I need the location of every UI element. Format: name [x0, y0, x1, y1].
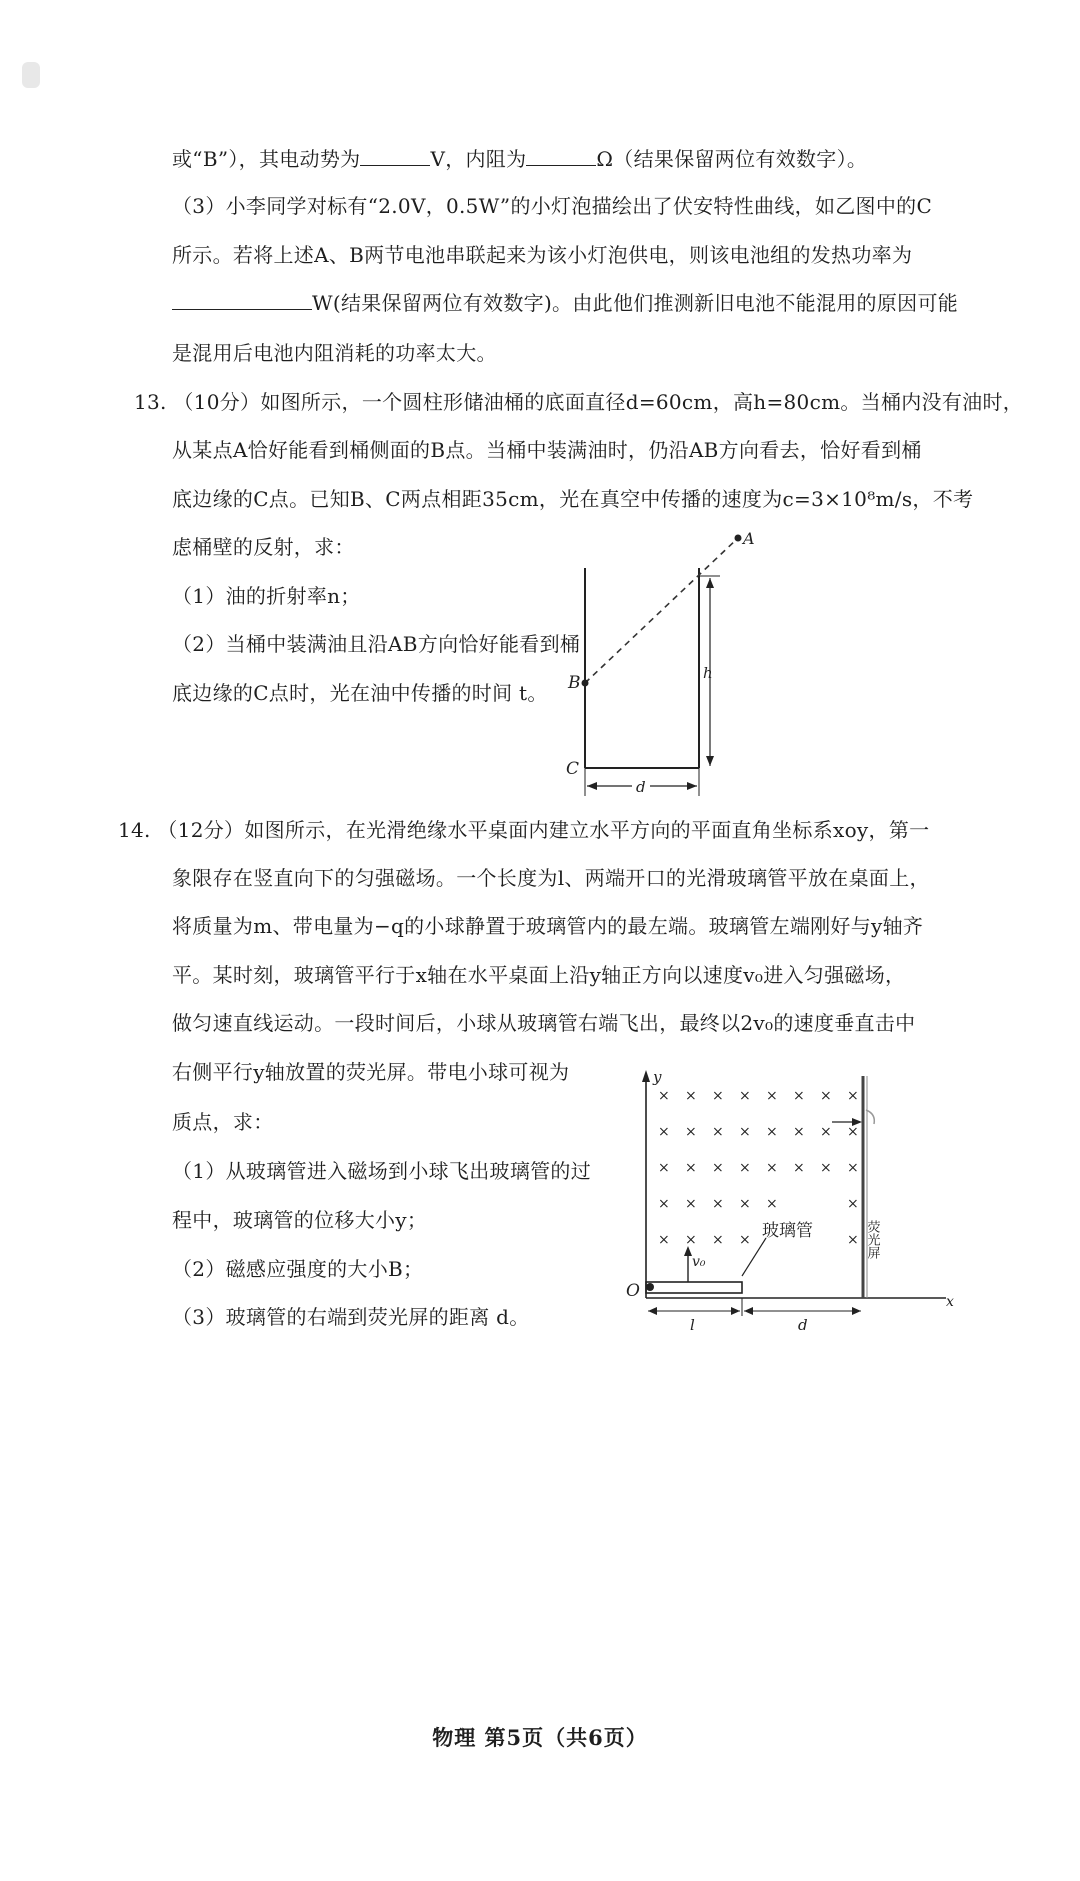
d-arrow-left — [587, 782, 597, 790]
q13-line-3: 底边缘的C点。已知B、C两点相距35cm，光在真空中传播的速度为c=3×10⁸m/s，不考 — [172, 487, 974, 511]
y-axis-arrow — [642, 1070, 650, 1082]
field-cross: × — [712, 1088, 724, 1104]
q14-sub-2: （2）磁感应强度的大小B； — [172, 1257, 424, 1281]
field-cross: × — [793, 1160, 805, 1176]
q14-sub-1b: 程中，玻璃管的位移大小y； — [172, 1208, 428, 1232]
q14-sub-3: （3）玻璃管的右端到荧光屏的距离 d。 — [172, 1305, 530, 1329]
q12-line-1 — [172, 146, 867, 172]
field-cross: × — [712, 1232, 724, 1248]
q12-l1-b: V，内阻为 — [430, 147, 527, 171]
q14-sub-1a: （1）从玻璃管进入磁场到小球飞出玻璃管的过 — [172, 1159, 592, 1183]
q13-line-2: 从某点A恰好能看到桶侧面的B点。当桶中装满油时，仍沿AB方向看去，恰好看到桶 — [172, 438, 922, 462]
q12-l4-b: W(结果保留两位有效数字)。由此他们推测新旧电池不能混用的原因可能 — [312, 291, 959, 315]
q14-line-2: 象限存在竖直向下的匀强磁场。一个长度为l、两端开口的光滑玻璃管平放在桌面上， — [172, 866, 930, 890]
magnetic-field-figure — [620, 1060, 960, 1340]
field-cross: × — [739, 1196, 751, 1212]
q12-line-5: 是混用后电池内阻消耗的功率太大。 — [172, 341, 497, 365]
label-d: d — [636, 778, 646, 796]
field-cross: × — [685, 1232, 697, 1248]
label-glass-tube: 玻璃管 — [762, 1221, 813, 1241]
field-cross: × — [766, 1088, 778, 1104]
q14-line-4: 平。某时刻，玻璃管平行于x轴在水平桌面上沿y轴正方向以速度v₀进入匀强磁场， — [172, 963, 906, 987]
d2-arrow-left — [744, 1307, 753, 1315]
label-x-axis: x — [946, 1294, 954, 1310]
power-answer-blank — [172, 291, 312, 310]
field-cross: × — [766, 1124, 778, 1140]
field-cross: × — [820, 1088, 832, 1104]
emf-answer-blank — [360, 147, 430, 166]
glass-tube — [646, 1282, 742, 1293]
scan-smudge — [22, 62, 40, 88]
d-arrow-right — [687, 782, 697, 790]
field-cross: × — [685, 1088, 697, 1104]
field-cross: × — [712, 1160, 724, 1176]
field-cross: × — [820, 1160, 832, 1176]
q13-line-1: 13. （10分）如图所示，一个圆柱形储油桶的底面直径d=60cm，高h=80cm。当桶内没有油时， — [134, 390, 1024, 414]
h-arrow-bottom — [706, 756, 714, 766]
resistance-answer-blank — [526, 147, 596, 166]
q12-line-3: 所示。若将上述A、B两节电池串联起来为该小灯泡供电，则该电池组的发热功率为 — [172, 243, 913, 267]
l-arrow-right — [731, 1307, 740, 1315]
field-cross: × — [847, 1124, 859, 1140]
label-d2: d — [798, 1316, 808, 1334]
oil-barrel-figure — [560, 520, 790, 820]
field-cross: × — [658, 1232, 670, 1248]
label-C: C — [566, 759, 580, 779]
field-cross: × — [847, 1196, 859, 1212]
q12-l1-a: 或“B”），其电动势为 — [172, 147, 361, 171]
label-l: l — [690, 1316, 695, 1334]
q13-sub-2b: 底边缘的C点时，光在油中传播的时间 t。 — [172, 681, 548, 705]
field-cross: × — [712, 1196, 724, 1212]
q14-line-5: 做匀速直线运动。一段时间后，小球从玻璃管右端飞出，最终以2v₀的速度垂直击中 — [172, 1011, 916, 1035]
q14-line-1: 14. （12分）如图所示，在光滑绝缘水平桌面内建立水平方向的平面直角坐标系xoy，第一 — [118, 818, 930, 842]
field-cross: × — [739, 1088, 751, 1104]
field-cross: × — [712, 1124, 724, 1140]
q12-l1-c: Ω（结果保留两位有效数字）。 — [596, 147, 868, 171]
label-y-axis: y — [653, 1068, 662, 1086]
field-cross: × — [847, 1232, 859, 1248]
field-cross: × — [766, 1160, 778, 1176]
field-cross: × — [793, 1124, 805, 1140]
q13-line-4: 虑桶壁的反射，求： — [172, 535, 355, 559]
point-B-dot — [582, 680, 589, 687]
q13-sub-1: （1）油的折射率n； — [172, 584, 361, 608]
sight-line-AB — [585, 538, 738, 683]
label-origin: O — [626, 1281, 640, 1301]
field-cross-group — [658, 1088, 859, 1248]
h-arrow-top — [706, 578, 714, 588]
field-cross: × — [820, 1124, 832, 1140]
field-cross: × — [658, 1124, 670, 1140]
q13-sub-2a: （2）当桶中装满油且沿AB方向恰好能看到桶 — [172, 632, 581, 656]
field-cross: × — [658, 1088, 670, 1104]
q12-line-2: （3）小李同学对标有“2.0V，0.5W”的小灯泡描绘出了伏安特性曲线，如乙图中的C — [172, 194, 933, 218]
charged-ball — [646, 1283, 654, 1291]
q14-line-7: 质点，求： — [172, 1110, 274, 1134]
q14-line-6: 右侧平行y轴放置的荧光屏。带电小球可视为 — [172, 1060, 570, 1084]
field-cross: × — [658, 1160, 670, 1176]
page-footer: 物理 第5页（共6页） — [432, 1725, 648, 1750]
q12-line-4 — [172, 290, 958, 316]
field-cross: × — [739, 1124, 751, 1140]
field-cross: × — [685, 1160, 697, 1176]
field-cross: × — [685, 1124, 697, 1140]
field-cross: × — [739, 1232, 751, 1248]
field-cross: × — [847, 1160, 859, 1176]
field-cross: × — [739, 1160, 751, 1176]
q14-line-3: 将质量为m、带电量为−q的小球静置于玻璃管内的最左端。玻璃管左端刚好与y轴齐 — [172, 914, 924, 938]
field-cross: × — [658, 1196, 670, 1212]
label-v0: v₀ — [692, 1254, 706, 1270]
field-cross: × — [847, 1088, 859, 1104]
label-B: B — [568, 673, 581, 693]
label-screen: 荧光屏 — [864, 1220, 880, 1259]
point-A-dot — [735, 535, 742, 542]
field-cross: × — [685, 1196, 697, 1212]
field-cross: × — [766, 1196, 778, 1212]
field-cross: × — [793, 1088, 805, 1104]
label-h: h — [703, 664, 713, 682]
l-arrow-left — [648, 1307, 657, 1315]
label-A: A — [743, 529, 755, 548]
d2-arrow-right — [852, 1307, 861, 1315]
